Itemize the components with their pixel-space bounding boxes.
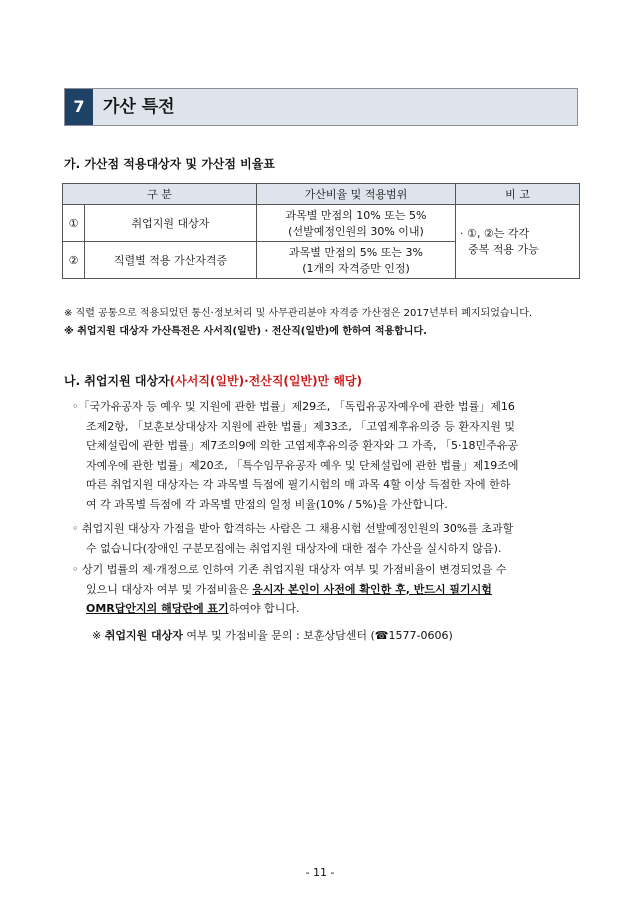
contact-text: 여부 및 가점비율 문의 : 보훈상담센터 (☎1577-0606) — [182, 629, 453, 642]
contact-note — [92, 627, 453, 643]
paragraph-line: 수 없습니다(장애인 구분모집에는 취업지원 대상자에 대한 점수 가산을 실시하지 않음). — [86, 541, 502, 555]
paragraph-text: 있으니 대상자 여부 및 가점비율은 — [86, 582, 253, 596]
row-rate — [257, 242, 456, 279]
row-category: 직렬별 적용 가산자격증 — [85, 242, 257, 279]
page-number: - 11 - — [305, 866, 335, 879]
contact-bold: 취업지원 대상자 — [104, 629, 183, 642]
paragraph-line — [72, 580, 582, 600]
note-applicable-positions: ※ 취업지원 대상자 가산특전은 사서직(일반) · 전산직(일반)에 한하여 적용합니다. — [64, 326, 427, 337]
header-category: 구 분 — [63, 184, 257, 205]
table-header-row — [63, 184, 580, 205]
row-remark — [456, 205, 580, 279]
paragraph-line: ◦ 취업지원 대상자 가점을 받아 합격하는 사람은 그 채용시험 선발예정인원의 30%를 초과할 — [72, 522, 514, 535]
paragraph-line: 자예우에 관한 법률」제20조, 「특수임무유공자 예우 및 단체설립에 관한 법률」제19조에 — [86, 458, 519, 472]
note-abolished-certificates: ※ 직렬 공통으로 적용되었던 통신·정보처리 및 사무관리분야 자격증 가산점은 2017년부터 폐지되었습니다. — [64, 308, 533, 319]
header-rate: 가산비율 및 적용범위 — [257, 184, 456, 205]
remark-line: 중복 적용 가능 — [468, 242, 539, 256]
header-remark: 비 고 — [456, 184, 580, 205]
rate-line: 과목별 만점의 10% 또는 5% — [285, 209, 427, 222]
subsection-b-applicable-positions: (사서직(일반)·전산직(일반)만 해당) — [169, 374, 362, 388]
bonus-rate-table — [62, 183, 580, 279]
row-number: ② — [63, 242, 85, 279]
paragraph-text: 하여야 합니다. — [228, 602, 300, 615]
emphasis-text: OMR답안지의 해당란에 표기 — [86, 602, 229, 615]
row-category: 취업지원 대상자 — [85, 205, 257, 242]
row-rate — [257, 205, 456, 242]
emphasis-text: 응시자 본인이 사전에 확인한 후, 반드시 필기시험 — [252, 582, 492, 596]
rate-line: 과목별 만점의 5% 또는 3% — [289, 246, 423, 259]
remark-line: · ①, ②는 각각 — [460, 226, 530, 240]
paragraph-line: 여 각 과목별 득점에 각 과목별 만점의 일정 비율(10% / 5%)을 가산합니다. — [86, 497, 448, 511]
section-number: 7 — [65, 89, 93, 125]
section-title-bar — [64, 88, 578, 126]
paragraph-line: ◦ 상기 법률의 제·개정으로 인하여 기존 취업지원 대상자 여부 및 가점비율이 변경되었을 수 — [72, 563, 507, 576]
table-row — [63, 205, 580, 242]
subsection-b-heading — [64, 372, 362, 389]
paragraph-line — [72, 599, 582, 619]
section-title: 가산 특전 — [103, 97, 175, 117]
paragraph-line: 따른 취업지원 대상자는 각 과목별 득점에 필기시험의 매 과목 4할 이상 득점한 자에 한하 — [86, 478, 511, 491]
paragraph-legal-basis — [72, 397, 582, 514]
subsection-b-title: 나. 취업지원 대상자 — [64, 374, 170, 388]
contact-prefix: ※ — [92, 629, 105, 642]
paragraph-line: ◦「국가유공자 등 예우 및 지원에 관한 법률」제29조, 「독립유공자예우에 관한 법률」제16 — [72, 400, 515, 413]
row-number: ① — [63, 205, 85, 242]
paragraph-line: 조제2항, 「보훈보상대상자 지원에 관한 법률」제33조, 「고엽제후유의증 등 환자지원 및 — [86, 419, 515, 433]
paragraph-quota-limit — [72, 519, 582, 558]
subsection-a-heading: 가. 가산점 적용대상자 및 가산점 비율표 — [64, 157, 275, 171]
rate-line: (1개의 자격증만 인정) — [302, 262, 410, 275]
paragraph-line: 단체설립에 관한 법률」제7조의9에 의한 고엽제후유의증 환자와 그 가족, 「5·18민주유공 — [86, 439, 518, 452]
rate-line: (선발예정인원의 30% 이내) — [288, 225, 424, 238]
paragraph-verification — [72, 560, 582, 619]
